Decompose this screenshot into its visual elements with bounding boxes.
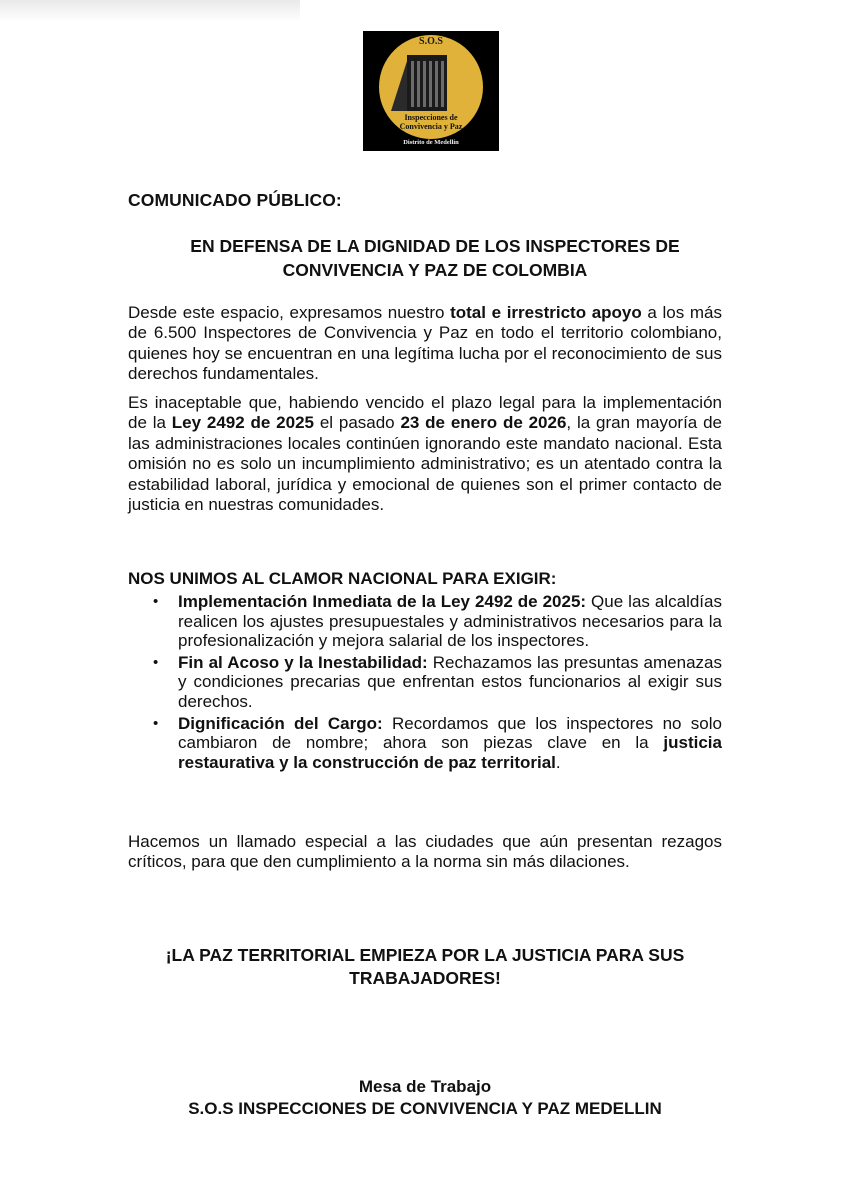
law-reference: Ley 2492 de 2025	[171, 413, 314, 433]
slogan	[100, 944, 750, 990]
paragraph2-text-a: Es inaceptable que, habiendo vencido el plazo legal para la implementación de la	[128, 393, 722, 433]
requirement-title: Dignificación del Cargo:	[178, 713, 383, 733]
list-item	[128, 592, 722, 651]
logo-line3: Distrito de Medellín	[403, 139, 459, 146]
signature-block	[100, 1076, 750, 1120]
signature-line-1: Mesa de Trabajo	[358, 1077, 492, 1096]
title-line-2: CONVIVENCIA Y PAZ DE COLOMBIA	[282, 260, 588, 280]
paragraph-call: Hacemos un llamado especial a las ciudades que aún presentan rezagos críticos, para que den cumplimiento a la norma sin más dilaciones.	[128, 832, 722, 872]
title-line-1: EN DEFENSA DE LA DIGNIDAD DE LOS INSPECTORES DE	[190, 236, 680, 256]
bullet-icon: •	[153, 593, 159, 610]
logo-emblem	[363, 31, 499, 151]
logo-line1: Inspecciones de	[404, 113, 458, 122]
document-title	[100, 234, 770, 282]
logo-top-text: S.O.S	[419, 36, 443, 47]
requirements-list	[128, 592, 722, 774]
paragraph1-text-a: Desde este espacio, expresamos nuestro	[128, 303, 451, 322]
requirement-title: Implementación Inmediata de la Ley 2492 de 2025:	[178, 592, 587, 611]
requirement-text: Recordamos que los inspectores no solo cambiaron de nombre; ahora son piezas clave en la	[178, 713, 722, 753]
slogan-line-2: TRABAJADORES!	[349, 968, 501, 988]
paragraph-law	[128, 393, 722, 515]
logo-line2: Convivencia y Paz	[399, 122, 463, 131]
list-item	[128, 653, 722, 712]
requirements-heading: NOS UNIMOS AL CLAMOR NACIONAL PARA EXIGIR:	[128, 569, 557, 588]
list-item	[128, 714, 722, 773]
signature-line-2: S.O.S INSPECCIONES DE CONVIVENCIA Y PAZ MEDELLIN	[188, 1099, 662, 1118]
requirement-emphasis: justicia restaurativa y la construcción de paz territorial	[178, 733, 722, 772]
bullet-icon: •	[153, 714, 159, 732]
document-heading: COMUNICADO PÚBLICO:	[128, 190, 342, 210]
paragraph1-text-c: a los más de 6.500 Inspectores de Convivencia y Paz en todo el territorio colombiano, quienes hoy se encuentran en una legítima lucha por el reconocimiento de sus derechos fundamentales.	[128, 303, 722, 384]
requirement-text: Que las alcaldías realicen los ajustes presupuestales y administrativos necesarios para la profesionalización y mejora salarial de los inspectores.	[178, 592, 722, 651]
paragraph-support	[128, 303, 722, 385]
slogan-line-1: ¡LA PAZ TERRITORIAL EMPIEZA POR LA JUSTICIA PARA SUS	[165, 945, 685, 965]
paragraph2-text-e: , la gran mayoría de las administraciones locales continúen ignorando este mandato nacional. Esta omisión no es solo un incumplimiento administrativo; es un atentado contra la estabilidad laboral, jurídica y emocional de quienes son el primer contacto de justicia en nuestras comunidades.	[128, 413, 722, 515]
paragraph1-bold: total e irrestricto apoyo	[450, 303, 642, 322]
paragraph2-text-c: el pasado	[314, 413, 401, 433]
deadline-date: 23 de enero de 2026	[400, 413, 567, 433]
requirement-title: Fin al Acoso y la Inestabilidad:	[178, 652, 428, 672]
bullet-icon: •	[153, 653, 159, 671]
sos-logo	[363, 31, 499, 151]
requirement-end: .	[555, 752, 561, 772]
scan-shadow	[0, 0, 300, 22]
requirement-text: Rechazamos las presuntas amenazas y condiciones precarias que enfrentan estos funcionarios al exigir sus derechos.	[178, 652, 722, 711]
